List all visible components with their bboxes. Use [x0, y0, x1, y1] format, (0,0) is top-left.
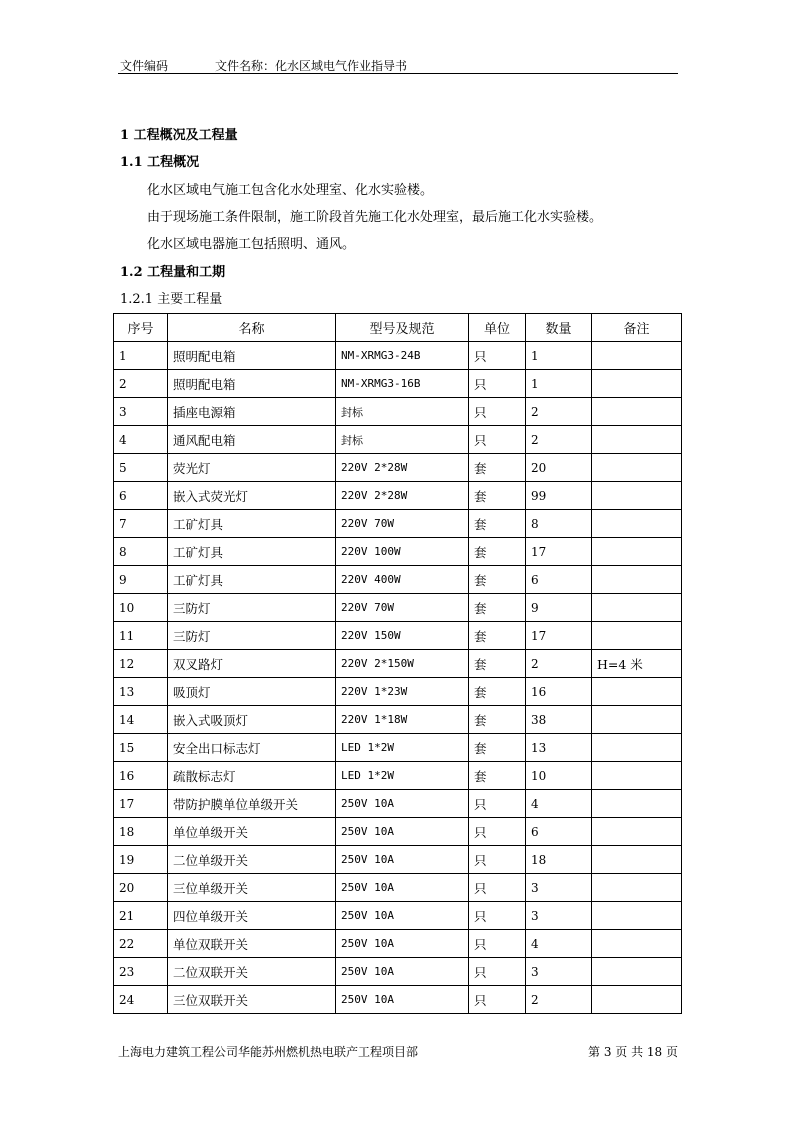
- cell-quantity: 18: [526, 846, 592, 874]
- table-row: [114, 398, 682, 426]
- cell-index: 11: [114, 622, 168, 650]
- cell-quantity: 38: [526, 706, 592, 734]
- cell-quantity: 3: [526, 902, 592, 930]
- cell-name: 荧光灯: [168, 454, 336, 482]
- cell-quantity: 2: [526, 398, 592, 426]
- table-row: [114, 342, 682, 370]
- cell-name: 插座电源箱: [168, 398, 336, 426]
- cell-remark: [592, 538, 682, 566]
- cell-name: 三位单级开关: [168, 874, 336, 902]
- cell-spec: NM-XRMG3-24B: [336, 342, 469, 370]
- table-row: [114, 510, 682, 538]
- cell-index: 21: [114, 902, 168, 930]
- cell-spec: 封标: [336, 426, 469, 454]
- cell-spec: 220V 70W: [336, 510, 469, 538]
- cell-index: 6: [114, 482, 168, 510]
- cell-quantity: 13: [526, 734, 592, 762]
- cell-quantity: 20: [526, 454, 592, 482]
- cell-spec: 220V 2*28W: [336, 482, 469, 510]
- col-header-quantity: 数量: [526, 314, 592, 342]
- cell-index: 1: [114, 342, 168, 370]
- cell-remark: [592, 566, 682, 594]
- cell-quantity: 3: [526, 874, 592, 902]
- footer-org: 上海电力建筑工程公司华能苏州燃机热电联产工程项目部: [118, 1045, 419, 1059]
- cell-quantity: 6: [526, 566, 592, 594]
- cell-name: 单位单级开关: [168, 818, 336, 846]
- section-1-2-title: 1.2 工程量和工期: [120, 265, 226, 280]
- cell-remark: [592, 874, 682, 902]
- cell-quantity: 2: [526, 650, 592, 678]
- cell-name: 二位单级开关: [168, 846, 336, 874]
- cell-index: 24: [114, 986, 168, 1014]
- cell-index: 13: [114, 678, 168, 706]
- table-row: [114, 538, 682, 566]
- col-header-index: 序号: [114, 314, 168, 342]
- col-header-unit: 单位: [469, 314, 526, 342]
- cell-unit: 套: [469, 650, 526, 678]
- table-row: [114, 930, 682, 958]
- cell-remark: [592, 930, 682, 958]
- cell-unit: 只: [469, 986, 526, 1014]
- cell-spec: 220V 1*23W: [336, 678, 469, 706]
- table-row: [114, 818, 682, 846]
- page-header: [118, 55, 678, 74]
- cell-remark: [592, 342, 682, 370]
- cell-name: 照明配电箱: [168, 370, 336, 398]
- cell-unit: 套: [469, 538, 526, 566]
- cell-index: 4: [114, 426, 168, 454]
- cell-name: 嵌入式荧光灯: [168, 482, 336, 510]
- cell-name: 四位单级开关: [168, 902, 336, 930]
- col-header-spec: 型号及规范: [336, 314, 469, 342]
- cell-remark: [592, 454, 682, 482]
- cell-unit: 套: [469, 706, 526, 734]
- table-row: [114, 734, 682, 762]
- table-row: [114, 426, 682, 454]
- cell-index: 19: [114, 846, 168, 874]
- doc-name: 文件名称：化水区域电气作业指导书: [215, 59, 408, 73]
- cell-remark: [592, 818, 682, 846]
- cell-name: 疏散标志灯: [168, 762, 336, 790]
- cell-spec: 220V 70W: [336, 594, 469, 622]
- cell-index: 22: [114, 930, 168, 958]
- cell-unit: 只: [469, 846, 526, 874]
- cell-unit: 只: [469, 818, 526, 846]
- cell-name: 带防护膜单位单级开关: [168, 790, 336, 818]
- table-row: [114, 958, 682, 986]
- cell-remark: [592, 622, 682, 650]
- footer-page-info: 第 3 页 共 18 页: [588, 1045, 678, 1059]
- cell-index: 8: [114, 538, 168, 566]
- cell-remark: [592, 986, 682, 1014]
- table-row: [114, 846, 682, 874]
- cell-spec: 250V 10A: [336, 874, 469, 902]
- table-row: [114, 650, 682, 678]
- cell-quantity: 99: [526, 482, 592, 510]
- table-row: [114, 706, 682, 734]
- cell-index: 16: [114, 762, 168, 790]
- cell-unit: 只: [469, 874, 526, 902]
- cell-quantity: 3: [526, 958, 592, 986]
- cell-unit: 只: [469, 790, 526, 818]
- cell-name: 二位双联开关: [168, 958, 336, 986]
- cell-name: 工矿灯具: [168, 538, 336, 566]
- table-row: [114, 678, 682, 706]
- cell-spec: LED 1*2W: [336, 734, 469, 762]
- cell-index: 15: [114, 734, 168, 762]
- cell-remark: [592, 370, 682, 398]
- paragraph: 化水区域电气施工包含化水处理室、化水实验楼。: [147, 183, 434, 198]
- cell-remark: [592, 706, 682, 734]
- cell-unit: 只: [469, 426, 526, 454]
- cell-unit: 套: [469, 734, 526, 762]
- cell-name: 照明配电箱: [168, 342, 336, 370]
- cell-spec: 250V 10A: [336, 958, 469, 986]
- cell-remark: [592, 594, 682, 622]
- cell-remark: [592, 846, 682, 874]
- table-row: [114, 566, 682, 594]
- cell-quantity: 4: [526, 790, 592, 818]
- cell-unit: 只: [469, 902, 526, 930]
- cell-index: 12: [114, 650, 168, 678]
- cell-unit: 套: [469, 566, 526, 594]
- cell-unit: 只: [469, 930, 526, 958]
- cell-name: 双叉路灯: [168, 650, 336, 678]
- cell-name: 三位双联开关: [168, 986, 336, 1014]
- cell-unit: 套: [469, 482, 526, 510]
- cell-name: 工矿灯具: [168, 566, 336, 594]
- cell-remark: [592, 678, 682, 706]
- cell-unit: 套: [469, 454, 526, 482]
- cell-remark: [592, 958, 682, 986]
- cell-remark: H=4 米: [592, 650, 682, 678]
- cell-index: 14: [114, 706, 168, 734]
- cell-name: 安全出口标志灯: [168, 734, 336, 762]
- cell-spec: 220V 1*18W: [336, 706, 469, 734]
- cell-name: 工矿灯具: [168, 510, 336, 538]
- table-row: [114, 622, 682, 650]
- cell-remark: [592, 426, 682, 454]
- section-1-1-title: 1.1 工程概况: [120, 155, 200, 170]
- cell-index: 9: [114, 566, 168, 594]
- cell-unit: 套: [469, 594, 526, 622]
- cell-spec: 250V 10A: [336, 846, 469, 874]
- cell-index: 10: [114, 594, 168, 622]
- cell-spec: 封标: [336, 398, 469, 426]
- cell-remark: [592, 902, 682, 930]
- cell-quantity: 8: [526, 510, 592, 538]
- cell-unit: 套: [469, 622, 526, 650]
- table-row: [114, 482, 682, 510]
- table-row: [114, 762, 682, 790]
- cell-quantity: 10: [526, 762, 592, 790]
- cell-name: 吸顶灯: [168, 678, 336, 706]
- cell-quantity: 1: [526, 342, 592, 370]
- cell-spec: 250V 10A: [336, 986, 469, 1014]
- cell-unit: 只: [469, 370, 526, 398]
- cell-quantity: 2: [526, 986, 592, 1014]
- cell-index: 3: [114, 398, 168, 426]
- paragraph: 化水区域电器施工包括照明、通风。: [147, 237, 356, 252]
- cell-index: 7: [114, 510, 168, 538]
- cell-remark: [592, 762, 682, 790]
- cell-quantity: 16: [526, 678, 592, 706]
- table-row: [114, 902, 682, 930]
- cell-spec: 250V 10A: [336, 930, 469, 958]
- section-1-title: 1 工程概况及工程量: [120, 128, 238, 143]
- paragraph: 由于现场施工条件限制，施工阶段首先施工化水处理室，最后施工化水实验楼。: [147, 210, 603, 225]
- table-header-row: [114, 314, 682, 342]
- cell-spec: 220V 2*150W: [336, 650, 469, 678]
- col-header-remark: 备注: [592, 314, 682, 342]
- cell-spec: 250V 10A: [336, 790, 469, 818]
- cell-quantity: 6: [526, 818, 592, 846]
- cell-quantity: 9: [526, 594, 592, 622]
- cell-unit: 只: [469, 958, 526, 986]
- cell-name: 三防灯: [168, 622, 336, 650]
- cell-index: 2: [114, 370, 168, 398]
- cell-index: 23: [114, 958, 168, 986]
- table-row: [114, 790, 682, 818]
- cell-remark: [592, 510, 682, 538]
- cell-spec: 220V 100W: [336, 538, 469, 566]
- cell-remark: [592, 734, 682, 762]
- table-row: [114, 454, 682, 482]
- cell-unit: 只: [469, 342, 526, 370]
- cell-quantity: 2: [526, 426, 592, 454]
- cell-spec: 220V 150W: [336, 622, 469, 650]
- cell-quantity: 4: [526, 930, 592, 958]
- cell-name: 三防灯: [168, 594, 336, 622]
- cell-spec: 220V 2*28W: [336, 454, 469, 482]
- section-1-2-1-title: 1.2.1 主要工程量: [120, 292, 223, 307]
- doc-code-label: 文件编码: [120, 59, 169, 73]
- cell-spec: 250V 10A: [336, 902, 469, 930]
- cell-unit: 套: [469, 510, 526, 538]
- cell-spec: 250V 10A: [336, 818, 469, 846]
- cell-name: 嵌入式吸顶灯: [168, 706, 336, 734]
- cell-unit: 套: [469, 678, 526, 706]
- cell-index: 5: [114, 454, 168, 482]
- cell-remark: [592, 790, 682, 818]
- cell-spec: LED 1*2W: [336, 762, 469, 790]
- table-row: [114, 986, 682, 1014]
- cell-remark: [592, 398, 682, 426]
- cell-unit: 套: [469, 762, 526, 790]
- cell-quantity: 17: [526, 538, 592, 566]
- table-row: [114, 874, 682, 902]
- cell-name: 单位双联开关: [168, 930, 336, 958]
- cell-index: 20: [114, 874, 168, 902]
- quantity-table: [113, 313, 682, 1014]
- table-row: [114, 594, 682, 622]
- cell-index: 17: [114, 790, 168, 818]
- cell-spec: NM-XRMG3-16B: [336, 370, 469, 398]
- cell-remark: [592, 482, 682, 510]
- col-header-name: 名称: [168, 314, 336, 342]
- cell-unit: 只: [469, 398, 526, 426]
- cell-quantity: 1: [526, 370, 592, 398]
- cell-name: 通风配电箱: [168, 426, 336, 454]
- cell-spec: 220V 400W: [336, 566, 469, 594]
- table-row: [114, 370, 682, 398]
- cell-quantity: 17: [526, 622, 592, 650]
- cell-index: 18: [114, 818, 168, 846]
